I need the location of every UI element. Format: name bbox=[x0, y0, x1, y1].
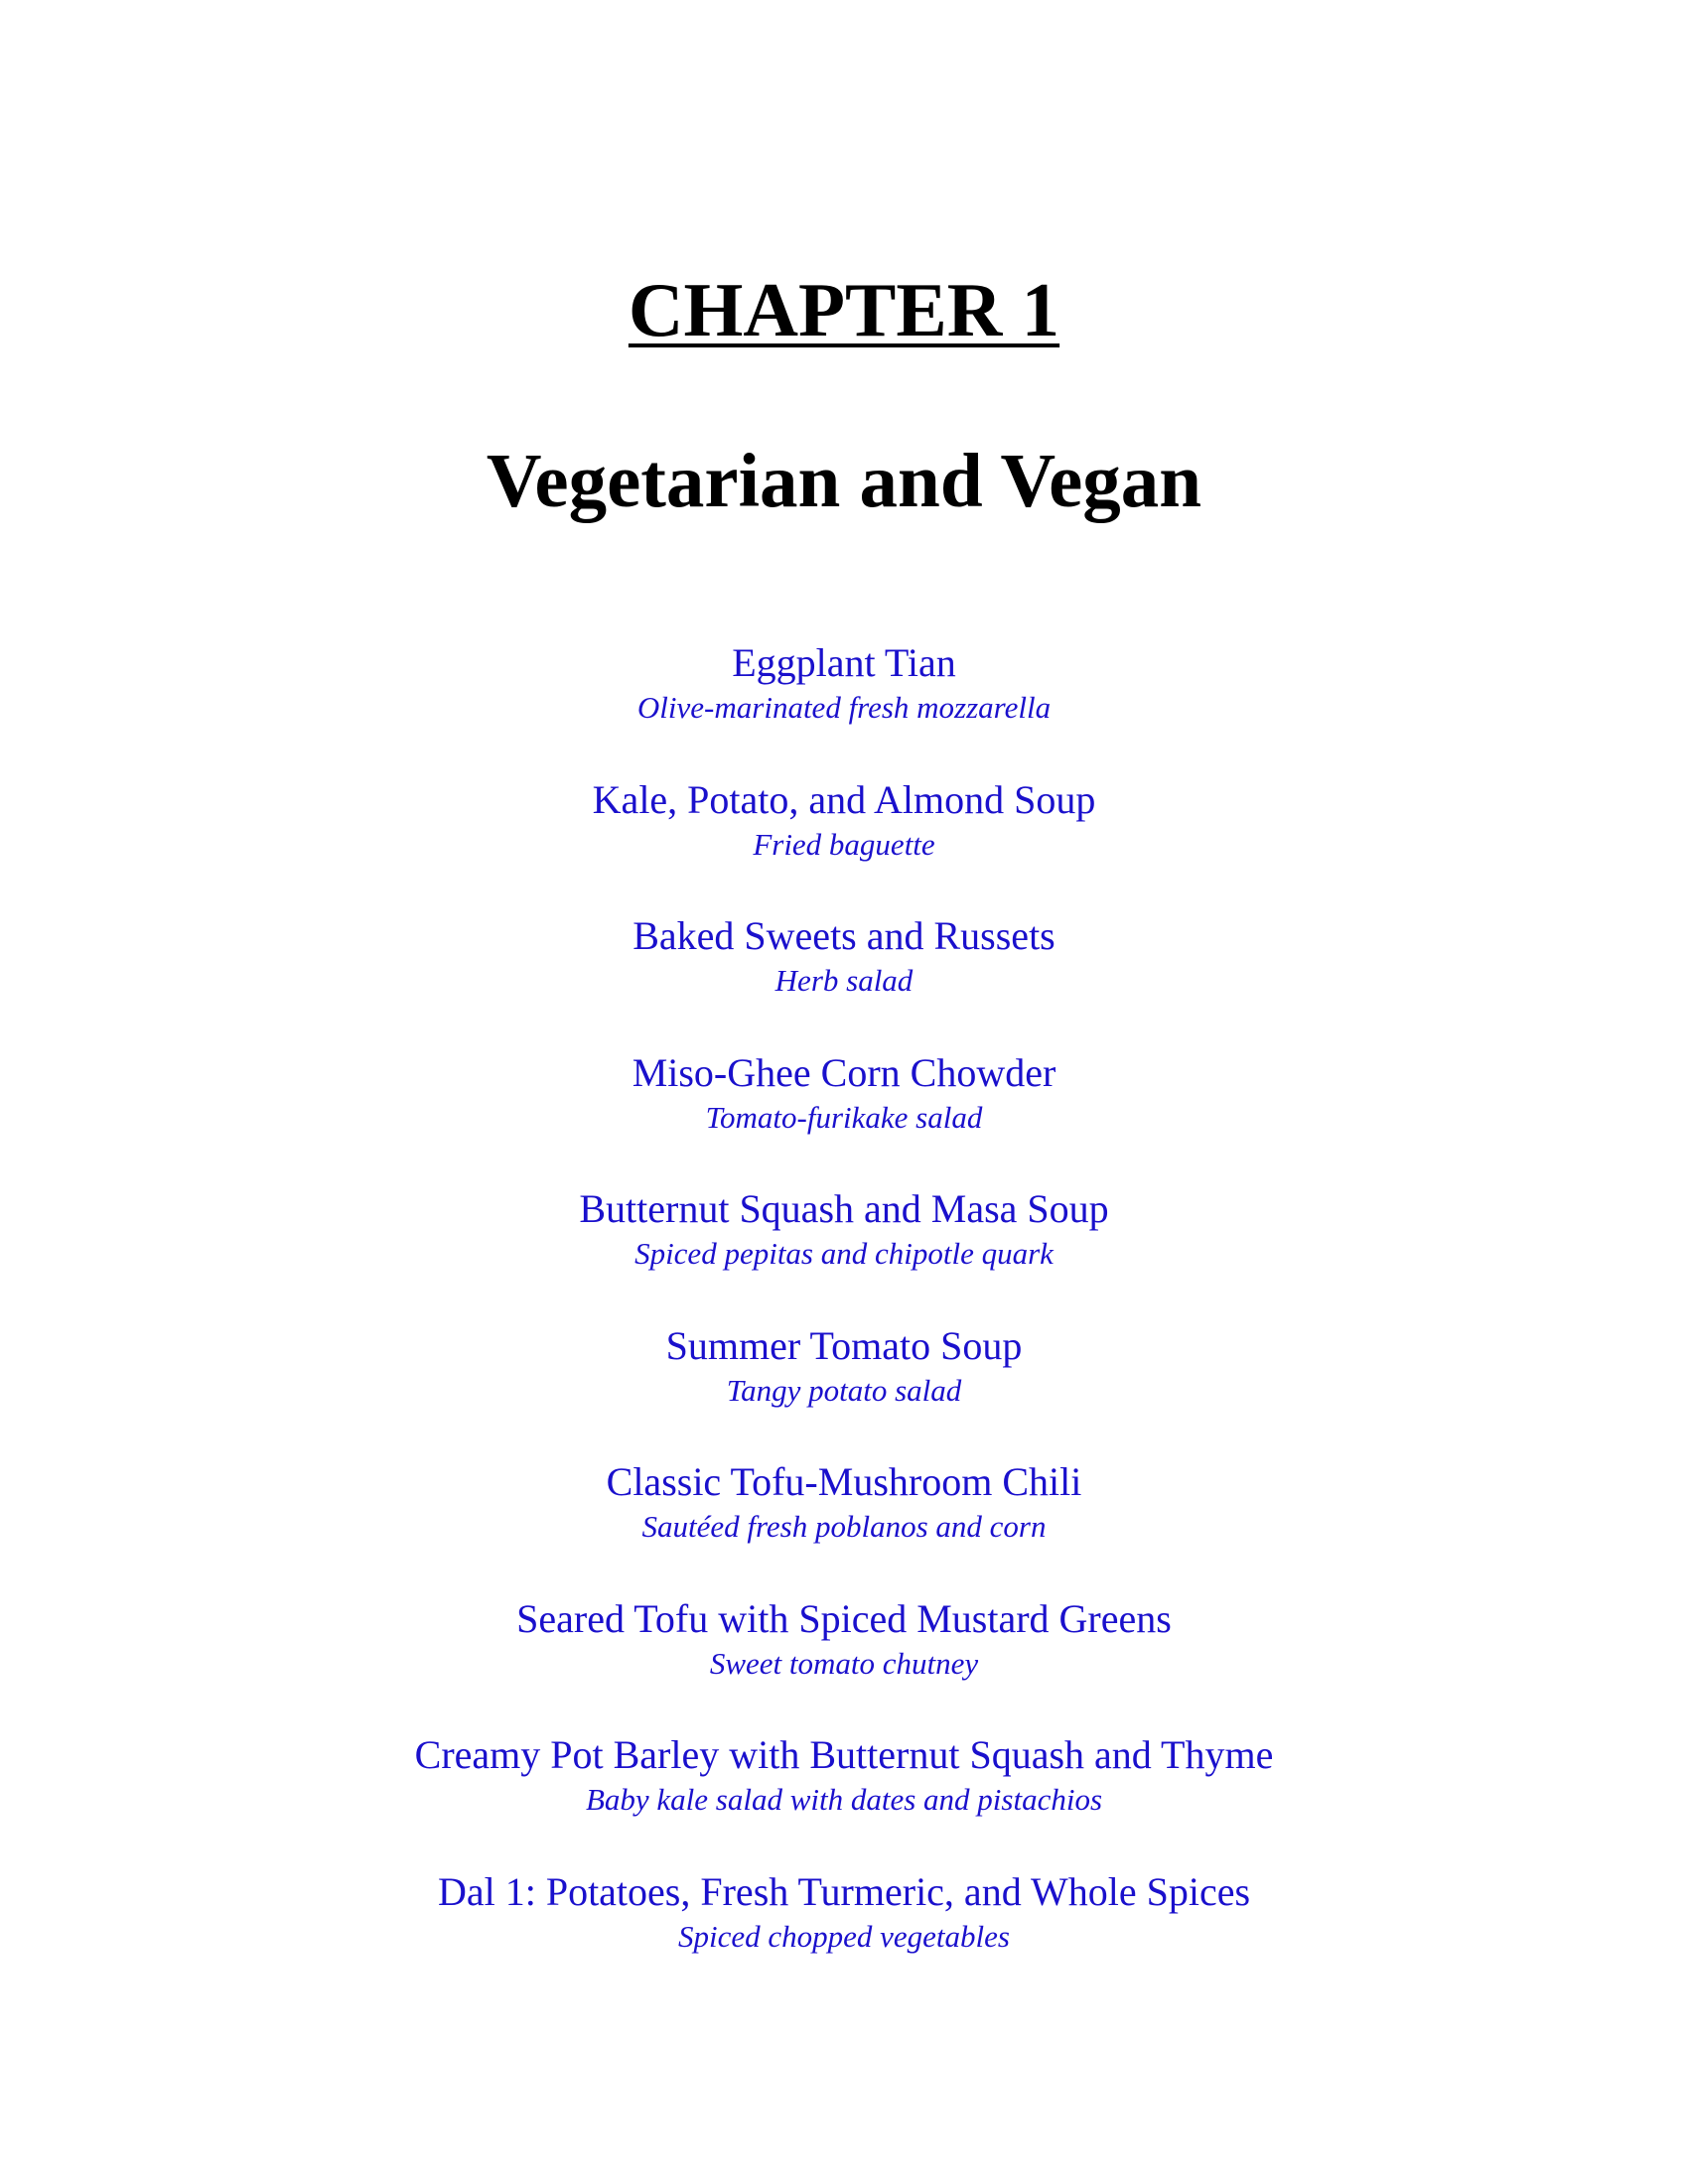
recipe-link[interactable]: Classic Tofu-Mushroom Chili bbox=[606, 1459, 1082, 1504]
recipe-link[interactable]: Eggplant Tian bbox=[732, 640, 956, 685]
recipe-entry bbox=[0, 1595, 1688, 1732]
recipe-entry bbox=[0, 776, 1688, 913]
recipe-link[interactable]: Summer Tomato Soup bbox=[665, 1322, 1023, 1368]
recipe-entry bbox=[0, 1049, 1688, 1186]
recipe-entry bbox=[0, 1868, 1688, 2005]
recipe-entry bbox=[0, 1322, 1688, 1459]
recipe-entry bbox=[0, 912, 1688, 1049]
recipe-entry bbox=[0, 1458, 1688, 1595]
recipe-accompaniment: Baby kale salad with dates and pistachios bbox=[585, 1782, 1103, 1817]
recipe-accompaniment: Herb salad bbox=[774, 963, 914, 998]
recipe-accompaniment: Spiced chopped vegetables bbox=[678, 1918, 1010, 1954]
recipe-link[interactable]: Baked Sweets and Russets bbox=[633, 913, 1055, 958]
recipe-accompaniment: Spiced pepitas and chipotle quark bbox=[634, 1236, 1054, 1271]
recipe-link[interactable]: Kale, Potato, and Almond Soup bbox=[592, 776, 1096, 822]
recipe-accompaniment: Tomato-furikake salad bbox=[705, 1099, 983, 1135]
recipe-accompaniment: Tangy potato salad bbox=[726, 1372, 962, 1408]
recipe-entry bbox=[0, 1185, 1688, 1322]
recipe-accompaniment: Sautéed fresh poblanos and corn bbox=[641, 1509, 1047, 1544]
recipe-link[interactable]: Butternut Squash and Masa Soup bbox=[579, 1186, 1109, 1231]
recipe-link[interactable]: Dal 1: Potatoes, Fresh Turmeric, and Whole Spices bbox=[437, 1868, 1251, 1914]
recipe-link[interactable]: Miso-Ghee Corn Chowder bbox=[632, 1049, 1056, 1095]
recipe-link[interactable]: Seared Tofu with Spiced Mustard Greens bbox=[516, 1595, 1172, 1641]
recipe-accompaniment: Olive-marinated fresh mozzarella bbox=[636, 690, 1052, 725]
recipe-entry bbox=[0, 639, 1688, 776]
recipe-accompaniment: Fried baguette bbox=[753, 826, 935, 862]
recipe-entry bbox=[0, 1731, 1688, 1868]
chapter-heading: CHAPTER 1 bbox=[628, 267, 1060, 352]
recipe-link[interactable]: Creamy Pot Barley with Butternut Squash and Thyme bbox=[414, 1732, 1274, 1777]
recipe-accompaniment: Sweet tomato chutney bbox=[709, 1645, 979, 1681]
chapter-title: Vegetarian and Vegan bbox=[486, 438, 1202, 523]
recipe-list bbox=[0, 639, 1688, 2004]
